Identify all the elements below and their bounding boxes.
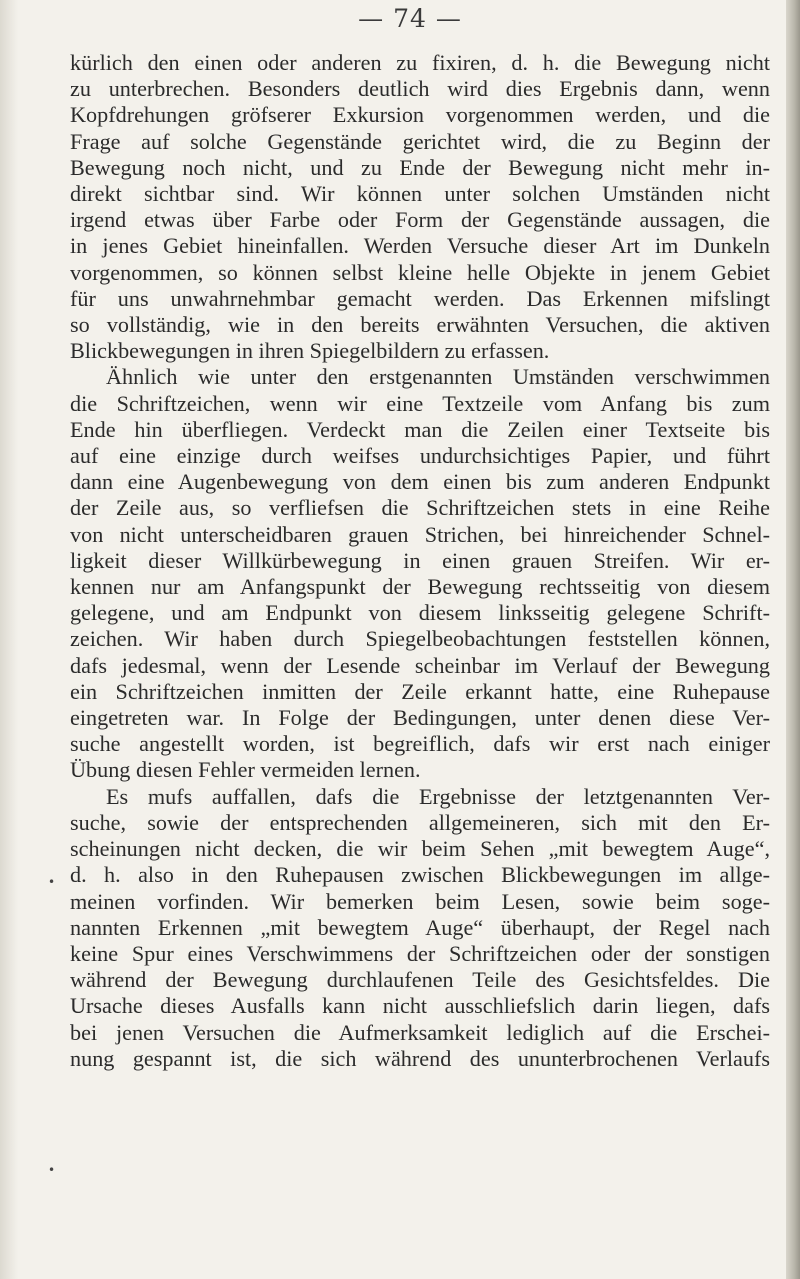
margin-dot-mark: • bbox=[48, 875, 56, 889]
text-line: Es mufs auffallen, dafs die Ergebnisse der letztgenannten Ver- bbox=[106, 783, 770, 809]
margin-dot-mark: • bbox=[48, 1163, 56, 1177]
text-line: dafs jedesmal, wenn der Lesende scheinbar im Verlauf der Bewegung bbox=[70, 652, 770, 678]
text-line: zeichen. Wir haben durch Spiegelbeobachtungen feststellen können, bbox=[70, 626, 770, 652]
text-line: eingetreten war. In Folge der Bedingungen, unter denen diese Ver- bbox=[70, 705, 770, 731]
text-line: d. h. also in den Ruhepausen zwischen Blickbewegungen im allge- bbox=[70, 862, 770, 888]
text-line: während der Bewegung durchlaufenen Teile des Gesichtsfeldes. Die bbox=[70, 967, 770, 993]
body-text bbox=[70, 50, 770, 1072]
text-line: kürlich den einen oder anderen zu fixiren, d. h. die Bewegung nicht bbox=[70, 50, 770, 75]
text-line: scheinungen nicht decken, die wir beim Sehen „mit bewegtem Auge“, bbox=[70, 836, 770, 862]
text-line: Kopfdrehungen gröfserer Exkursion vorgenommen werden, und die bbox=[70, 102, 770, 128]
text-line: nung gespannt ist, die sich während des ununterbrochenen Verlaufs bbox=[70, 1045, 770, 1071]
text-line: Frage auf solche Gegenstände gerichtet wird, die zu Beginn der bbox=[70, 128, 770, 154]
text-line: nannten Erkennen „mit bewegtem Auge“ überhaupt, der Regel nach bbox=[70, 914, 770, 940]
text-line: von nicht unterscheidbaren grauen Strichen, bei hinreichender Schnel- bbox=[70, 521, 770, 547]
text-line: dann eine Augenbewegung von dem einen bis zum anderen Endpunkt bbox=[70, 469, 770, 495]
text-line: Übung diesen Fehler vermeiden lernen. bbox=[70, 757, 421, 783]
text-line: ligkeit dieser Willkürbewegung in einen grauen Streifen. Wir er- bbox=[70, 547, 770, 573]
text-line: der Zeile aus, so verfliefsen die Schriftzeichen stets in eine Reihe bbox=[70, 495, 770, 521]
page-gutter-shadow bbox=[0, 0, 18, 1279]
text-line: direkt sichtbar sind. Wir können unter solchen Umständen nicht bbox=[70, 181, 770, 207]
text-line: suche angestellt worden, ist begreiflich, dafs wir erst nach einiger bbox=[70, 731, 770, 757]
text-line: vorgenommen, so können selbst kleine helle Objekte in jenem Gebiet bbox=[70, 259, 770, 285]
text-line: Ende hin überfliegen. Verdeckt man die Zeilen einer Textseite bis bbox=[70, 416, 770, 442]
text-line: in jenes Gebiet hineinfallen. Werden Versuche dieser Art im Dunkeln bbox=[70, 233, 770, 259]
text-line: Ähnlich wie unter den erstgenannten Umständen verschwimmen bbox=[106, 364, 770, 390]
page-edge bbox=[786, 0, 800, 1279]
text-line: keine Spur eines Verschwimmens der Schriftzeichen oder der sonstigen bbox=[70, 940, 770, 966]
text-line: irgend etwas über Farbe oder Form der Gegenstände aussagen, die bbox=[70, 207, 770, 233]
page-number: — 74 — bbox=[358, 4, 462, 33]
text-line: gelegene, und am Endpunkt von diesem linksseitig gelegene Schrift- bbox=[70, 600, 770, 626]
text-line: suche, sowie der entsprechenden allgemeineren, sich mit den Er- bbox=[70, 809, 770, 835]
text-line: zu unterbrechen. Besonders deutlich wird dies Ergebnis dann, wenn bbox=[70, 76, 770, 102]
text-line: ein Schriftzeichen inmitten der Zeile erkannt hatte, eine Ruhepause bbox=[70, 678, 770, 704]
text-line: auf eine einzige durch weifses undurchsichtiges Papier, und führt bbox=[70, 443, 770, 469]
text-line: Bewegung noch nicht, und zu Ende der Bewegung nicht mehr in- bbox=[70, 154, 770, 180]
text-line: die Schriftzeichen, wenn wir eine Textzeile vom Anfang bis zum bbox=[70, 390, 770, 416]
text-line: Ursache dieses Ausfalls kann nicht ausschliefslich darin liegen, dafs bbox=[70, 993, 770, 1019]
text-line: bei jenen Versuchen die Aufmerksamkeit lediglich auf die Erschei- bbox=[70, 1019, 770, 1045]
text-line: kennen nur am Anfangspunkt der Bewegung rechtsseitig von diesem bbox=[70, 574, 770, 600]
text-line: Blickbewegungen in ihren Spiegelbildern zu erfassen. bbox=[70, 338, 550, 364]
text-line: meinen vorfinden. Wir bemerken beim Lesen, sowie beim soge- bbox=[70, 888, 770, 914]
text-line: so vollständig, wie in den bereits erwähnten Versuchen, die aktiven bbox=[70, 312, 770, 338]
text-line: für uns unwahrnehmbar gemacht werden. Das Erkennen mifslingt bbox=[70, 285, 770, 311]
